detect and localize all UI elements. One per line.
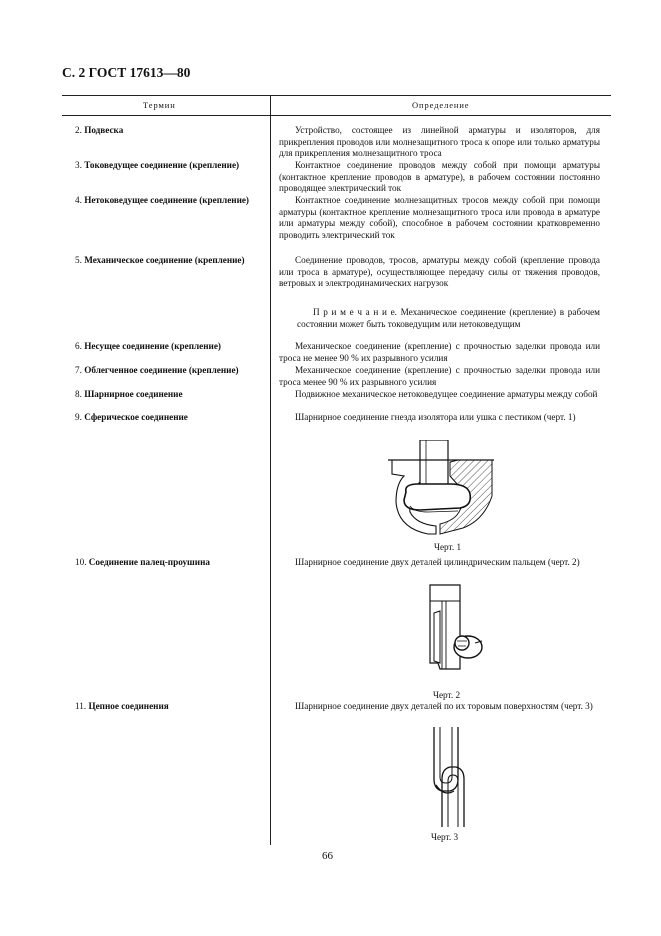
term-row: 7. Облегченное соединение (крепление): [75, 365, 239, 375]
definition-row: Механическое соединение (крепление) с прочностью заделки провода или троса не менее 90 % их разрывного усилия: [279, 341, 600, 363]
page-header: С. 2 ГОСТ 17613—80: [62, 65, 191, 80]
table-top-rule: [62, 95, 611, 96]
definition-row: Устройство, состоящее из линейной арматуры и изоляторов, для прикрепления проводов или молнезащитного троса к опоре или только арматуры для прикрепления молнезащитного троса: [279, 125, 600, 158]
figure-caption: Черт. 3: [431, 832, 459, 842]
figure-caption: Черт. 1: [434, 542, 462, 552]
term-row: 4. Нетоковедущее соединение (крепление): [75, 195, 249, 205]
definition-row: Контактное соединение молнезащитных тросов между собой при помощи арматуры (контактное крепление молнезащитного троса или провода в арматуре или арматуры между собой), способное в рабочем состоянии кратковременно проводить электрический ток: [279, 195, 600, 240]
pin-clevis-drawing: [420, 583, 492, 673]
definition-row: Шарнирное соединение двух деталей цилиндрическим пальцем (черт. 2): [295, 557, 580, 567]
term-row: 3. Токоведущее соединение (крепление): [75, 160, 240, 170]
page-number: 66: [322, 850, 333, 862]
term-row: 5. Механическое соединение (крепление): [75, 255, 245, 265]
term-row: 9. Сферическое соединение: [75, 412, 188, 422]
spherical-joint-drawing: [388, 440, 496, 535]
figure-caption: Черт. 2: [433, 690, 461, 700]
definition-row: Подвижное механическое нетоковедущее соединение арматуры между собой: [295, 389, 598, 399]
definition-row: Шарнирное соединение двух деталей по их торовым поверхностям (черт. 3): [295, 701, 593, 711]
column-header-term: Термин: [143, 100, 176, 110]
term-row: 8. Шарнирное соединение: [75, 389, 183, 399]
term-row: 11. Цепное соединения: [75, 701, 169, 711]
table-header-rule: [62, 115, 611, 116]
term-row: 10. Соединение палец-проушина: [75, 557, 210, 567]
definition-row: Шарнирное соединение гнезда изолятора или ушка с пестиком (черт. 1): [295, 412, 576, 422]
definition-row: Механическое соединение (крепление) с прочностью заделки провода или троса менее 90 % их разрывного усилия: [279, 365, 600, 387]
term-row: 6. Несущее соединение (крепление): [75, 341, 221, 351]
column-divider: [270, 95, 271, 845]
column-header-definition: Определение: [412, 100, 470, 110]
definition-row: Контактное соединение проводов между собой при помощи арматуры (контактное крепление проводов в арматуре), в рабочем состоянии постоянно проводящее электрический ток: [279, 160, 600, 193]
definition-row: Соединение проводов, тросов, арматуры между собой (крепление провода или троса в арматуре), осуществляющее передачу силы от тяжения проводов, ветровых и электродинамических нагрузок: [279, 255, 600, 288]
term-row: 2. Подвеска: [75, 125, 124, 135]
chain-link-drawing: [420, 727, 478, 827]
note-paragraph: П р и м е ч а н и е. Механическое соединение (крепление) в рабочем состоянии может быть токоведущим или нетоковедущим: [297, 307, 600, 329]
